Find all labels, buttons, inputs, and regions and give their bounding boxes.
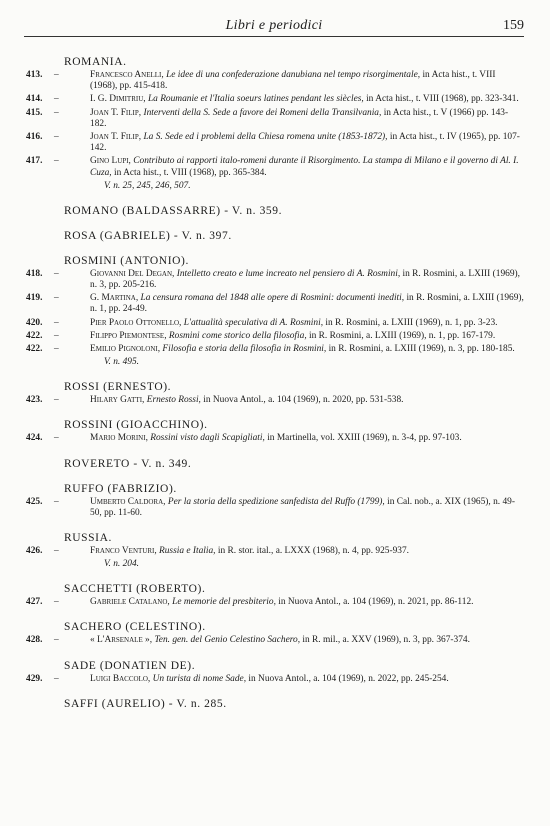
entry-number: 413. [26, 70, 43, 80]
entry-number: 425. [26, 496, 43, 507]
entry-title: La censura romana del 1848 alle opere di Rosmini: documenti inediti, [140, 293, 405, 304]
entry-source: in R. stor. ital., a. LXXX (1968), n. 4, pp. 925-937. [217, 546, 410, 557]
entry-author: Joan T. Filip, [90, 107, 142, 118]
bibliography-entry [26, 433, 524, 444]
bibliography-entry [26, 674, 524, 685]
entry-number: 420. [26, 317, 43, 328]
entry-number: 423. [26, 395, 43, 406]
entry-title: Interventi della S. Sede a favore dei Romeni della Transilvania, [143, 107, 382, 118]
entry-source: in Acta hist., t. VIII (1968), pp. 415-418. [90, 70, 496, 92]
entry-author: Luigi Baccolo, [90, 673, 151, 684]
bibliography-entry [26, 546, 524, 557]
entry-author: Francesco Anelli, [90, 70, 164, 80]
entry-source: in Nuova Antol., a. 104 (1969), n. 2020, pp. 531-538. [203, 395, 404, 406]
entry-source: in R. Rosmini, a. LXIII (1969), n. 3, pp. 205-216. [90, 268, 520, 291]
entry-source: in Martinella, vol. XXIII (1969), n. 3-4, pp. 97-103. [267, 433, 462, 444]
entry-number: 415. [26, 107, 43, 118]
entry-source: in Acta hist., t. VIII (1968), pp. 323-341. [366, 94, 519, 105]
entry-title: Rossini visto dagli Scapigliati, [150, 433, 265, 444]
section-heading: SAFFI (AURELIO) - V. n. 285. [64, 697, 227, 710]
entry-title: Le memorie del presbiterio, [172, 597, 276, 608]
section-heading: ROSA (GABRIELE) - V. n. 397. [64, 229, 232, 242]
section-heading: SACCHETTI (ROBERTO). [64, 583, 206, 596]
bibliography-entry [26, 293, 524, 315]
bibliography-entry [26, 497, 524, 519]
bibliography-entry [26, 318, 524, 329]
entry-author: Franco Venturi, [90, 546, 157, 557]
entry-dash: – [54, 70, 59, 80]
entry-dash: – [54, 330, 59, 341]
entry-title: Contributo ai rapporti italo-romeni durante il Risorgimento. La stampa di Milano e il governo di Al. I. Cuza, [90, 156, 519, 178]
entry-dash: – [54, 635, 59, 646]
bibliography-entry [26, 331, 524, 342]
cross-reference: V. n. 204. [104, 559, 139, 570]
entry-author: Umberto Caldora, [90, 496, 166, 507]
section-heading: ROVERETO - V. n. 349. [64, 457, 192, 470]
entry-number: 416. [26, 132, 43, 143]
entry-source: in Acta hist., t. V (1966) pp. 143-182. [90, 107, 509, 129]
bibliography-entry [26, 108, 524, 130]
bibliography-entry [26, 344, 524, 355]
entry-dash: – [54, 433, 59, 444]
entry-number: 422. [26, 344, 43, 355]
entry-dash: – [54, 107, 59, 118]
entry-source: in Cal. nob., a. XIX (1965), n. 49-50, pp. 11-60. [90, 496, 515, 518]
entry-author: Filippo Piemontese, [90, 330, 167, 341]
entry-author: « L'Arsenale », [90, 635, 153, 646]
entry-dash: – [54, 293, 59, 304]
entry-author: I. G. Dimitriu, [90, 94, 146, 105]
entry-author: Pier Paolo Ottonello, [90, 317, 182, 328]
entry-number: 418. [26, 268, 43, 279]
entry-title: Ernesto Rossi, [146, 395, 201, 406]
entry-title: Rosmini come storico della filosofia, [168, 330, 307, 341]
entry-dash: – [54, 546, 59, 557]
bibliography-entry [26, 132, 524, 154]
entry-number: 428. [26, 635, 43, 646]
bibliography-entry [26, 156, 524, 178]
entry-title: Filosofia e storia della filosofia in Rosmini, [162, 344, 327, 355]
entry-source: in Acta hist., t. IV (1965), pp. 107-142. [90, 132, 520, 154]
entry-number: 424. [26, 433, 43, 444]
entry-source: in R. Rosmini, a. LXIII (1969), n. 3, pp. 180-185. [328, 344, 515, 355]
entry-author: Gabriele Catalano, [90, 597, 170, 608]
bibliography-entry [26, 635, 524, 646]
bibliography-entry [26, 597, 524, 608]
entry-dash: – [54, 268, 59, 279]
entry-author: Gino Lupi, [90, 156, 131, 167]
cross-reference: V. n. 25, 245, 246, 507. [104, 180, 191, 191]
section-heading: SADE (DONATIEN DE). [64, 659, 196, 672]
entry-title: Intelletto creato e lume increato nel pensiero di A. Rosmini, [176, 268, 401, 279]
entry-number: 417. [26, 156, 43, 167]
section-heading: RUFFO (FABRIZIO). [64, 482, 177, 495]
running-title: Libri e periodici [225, 18, 323, 33]
entry-author: Joan T. Filip, [90, 132, 142, 143]
entry-number: 419. [26, 293, 43, 304]
entry-source: in R. mil., a. XXV (1969), n. 3, pp. 367-374. [302, 635, 470, 646]
entry-source: in R. Rosmini, a. LXIII (1969), n. 1, pp. 167-179. [309, 330, 496, 341]
entry-number: 427. [26, 597, 43, 608]
entry-source: in Nuova Antol., a. 104 (1969), n. 2021, pp. 86-112. [278, 597, 474, 608]
entry-number: 422. [26, 330, 43, 341]
page-number: 159 [503, 18, 524, 33]
running-header [24, 18, 524, 37]
entry-source: in Acta hist., t. VIII (1968), pp. 365-384. [113, 167, 267, 178]
entry-author: Mario Morini, [90, 433, 148, 444]
entry-title: Ten. gen. del Genio Celestino Sachero, [154, 635, 301, 646]
entry-dash: – [54, 132, 59, 143]
section-heading: ROSSINI (GIOACCHINO). [64, 419, 208, 432]
bibliography-entry [26, 70, 524, 92]
entry-author: Emilio Pignoloni, [90, 344, 161, 355]
entry-number: 429. [26, 673, 43, 684]
entry-number: 414. [26, 94, 43, 105]
entry-title: Un turista di nome Sade, [152, 673, 247, 684]
entry-author: Giovanni Del Degan, [90, 268, 175, 279]
section-heading: ROMANIA. [64, 56, 127, 68]
entry-source: in Nuova Antol., a. 104 (1969), n. 2022, pp. 245-254. [248, 673, 449, 684]
entry-title: La S. Sede ed i problemi della Chiesa romena unite (1853-1872), [143, 132, 388, 143]
section-heading: RUSSIA. [64, 532, 112, 545]
entry-title: Per la storia della spedizione sanfedista del Ruffo (1799), [167, 496, 385, 507]
entry-author: G. Martina, [90, 293, 139, 304]
entry-dash: – [54, 344, 59, 355]
entry-dash: – [54, 395, 59, 406]
entry-dash: – [54, 496, 59, 507]
section-heading: SACHERO (CELESTINO). [64, 621, 206, 634]
bibliography-entry [26, 94, 524, 105]
entry-dash: – [54, 597, 59, 608]
entry-title: L'attualità speculativa di A. Rosmini, [183, 317, 324, 328]
entry-number: 426. [26, 546, 43, 557]
bibliography-entry [26, 395, 524, 406]
section-heading: ROMANO (BALDASSARRE) - V. n. 359. [64, 204, 283, 217]
bibliography-entry [26, 269, 524, 291]
entry-dash: – [54, 94, 59, 105]
cross-reference: V. n. 495. [104, 357, 139, 368]
entry-dash: – [54, 317, 59, 328]
entry-source: in R. Rosmini, a. LXIII (1969), n. 1, pp. 3-23. [325, 317, 498, 328]
bibliography-body [26, 56, 524, 712]
entry-dash: – [54, 673, 59, 684]
section-heading: ROSSI (ERNESTO). [64, 381, 172, 394]
section-heading: ROSMINI (ANTONIO). [64, 254, 189, 267]
entry-source: in R. Rosmini, a. LXIII (1969), n. 1, pp. 24-49. [90, 293, 524, 315]
entry-dash: – [54, 156, 59, 167]
entry-author: Hilary Gatti, [90, 395, 145, 406]
entry-title: Russia e Italia, [159, 546, 216, 557]
entry-title: Le idee di una confederazione danubiana nel tempo risorgimentale, [166, 70, 421, 80]
entry-title: La Roumanie et l'Italia soeurs latines pendant les siècles, [147, 94, 364, 105]
